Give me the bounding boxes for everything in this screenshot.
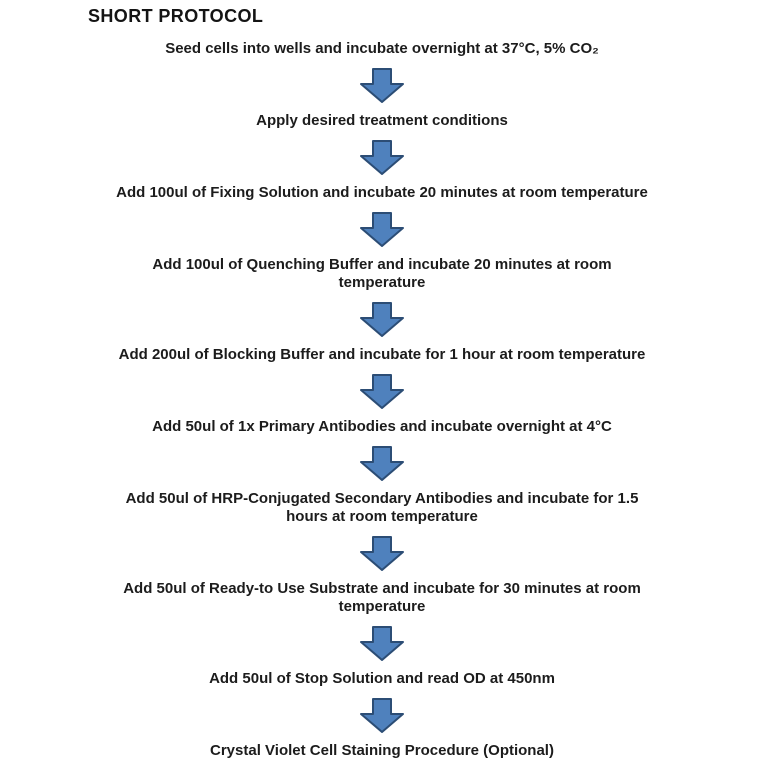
step-4-line: temperature: [338, 274, 426, 291]
down-arrow-icon: [359, 446, 405, 481]
step-7-line: hours at room temperature: [286, 508, 478, 525]
step-3-line: Add 100ul of Fixing Solution and incubate 20 minutes at room temperature: [116, 184, 648, 201]
step-5: [119, 346, 646, 364]
down-arrow-icon: [359, 68, 405, 103]
page-title: SHORT PROTOCOL: [88, 6, 264, 26]
step-2-line: Apply desired treatment conditions: [256, 112, 508, 129]
step-9: [209, 670, 555, 688]
step-8-line: Add 50ul of Ready-to Use Substrate and incubate for 30 minutes at room: [123, 580, 641, 597]
step-3: [116, 184, 648, 202]
step-6-line: Add 50ul of 1x Primary Antibodies and incubate overnight at 4°C: [152, 418, 612, 435]
step-7: [126, 490, 639, 526]
down-arrow-icon: [359, 212, 405, 247]
step-10-line: Crystal Violet Cell Staining Procedure (Optional): [210, 742, 554, 759]
step-4: [152, 256, 611, 292]
step-6: [152, 418, 612, 436]
step-7-line: Add 50ul of HRP-Conjugated Secondary Antibodies and incubate for 1.5: [125, 490, 639, 507]
step-1: [165, 40, 599, 58]
down-arrow-icon: [359, 626, 405, 661]
down-arrow-icon: [359, 536, 405, 571]
flow-steps: [0, 40, 764, 760]
step-9-line: Add 50ul of Stop Solution and read OD at 450nm: [209, 670, 555, 687]
step-8-line: temperature: [338, 598, 426, 615]
down-arrow-icon: [359, 698, 405, 733]
down-arrow-icon: [359, 374, 405, 409]
down-arrow-icon: [359, 140, 405, 175]
step-8: [123, 580, 641, 616]
step-4-line: Add 100ul of Quenching Buffer and incubate 20 minutes at room: [152, 256, 612, 273]
step-10: [210, 742, 554, 760]
step-1-line: Seed cells into wells and incubate overnight at 37°C, 5% CO₂: [165, 40, 599, 57]
down-arrow-icon: [359, 302, 405, 337]
step-2: [256, 112, 508, 130]
step-5-line: Add 200ul of Blocking Buffer and incubate for 1 hour at room temperature: [118, 346, 646, 363]
